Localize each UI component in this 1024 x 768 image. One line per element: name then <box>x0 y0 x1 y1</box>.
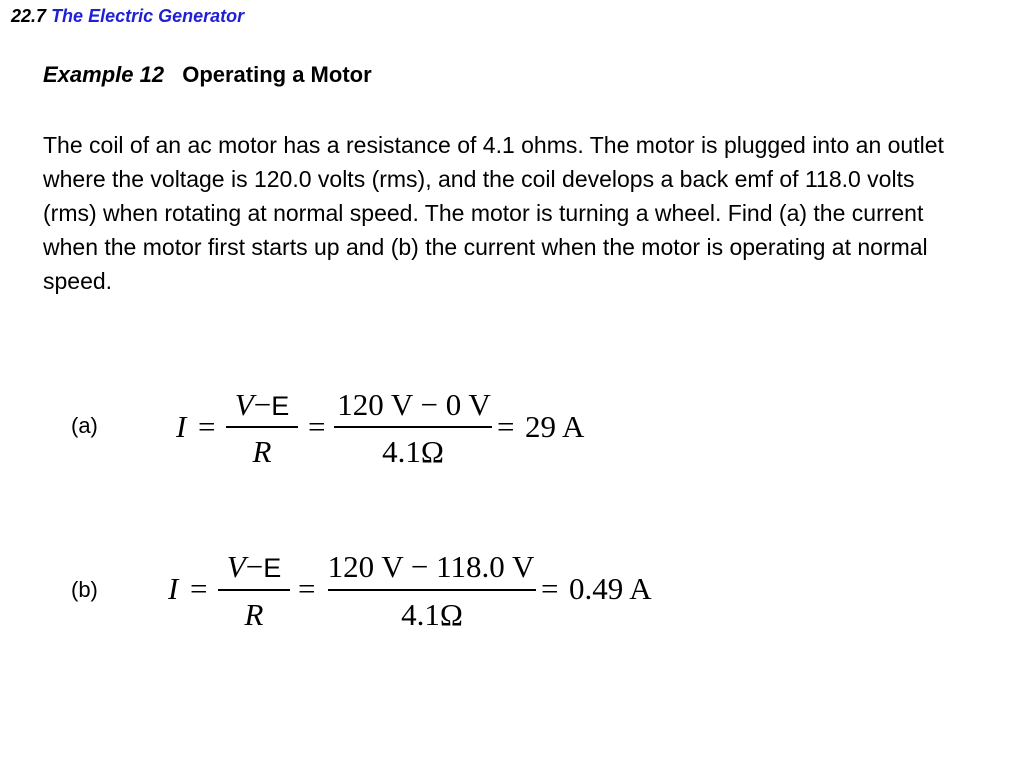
equals-sign: = <box>497 409 515 444</box>
equals-sign: = <box>198 409 216 444</box>
emf-symbol: E <box>263 553 282 583</box>
voltage-symbol: V <box>234 387 254 422</box>
example-label: Example 12 <box>43 62 165 87</box>
section-title: The Electric Generator <box>51 6 245 26</box>
fraction-bar <box>334 426 492 428</box>
numeric-denominator: 4.1Ω <box>382 434 444 469</box>
section-header <box>11 6 244 27</box>
numeric-numerator: 120 V − 0 V <box>337 387 491 422</box>
numeric-denominator: 4.1Ω <box>401 597 463 632</box>
minus-sign: − <box>245 549 264 584</box>
emf-symbol: E <box>271 391 290 421</box>
equals-sign: = <box>308 409 326 444</box>
resistance-symbol: R <box>244 597 264 632</box>
part-b-label: (b) <box>71 577 98 602</box>
fraction-bar <box>218 589 290 591</box>
symbolic-numerator <box>218 549 290 585</box>
numeric-numerator: 120 V − 118.0 V <box>327 549 535 584</box>
symbolic-numerator <box>226 387 298 423</box>
result-value: 0.49 A <box>569 571 652 606</box>
equals-sign: = <box>541 571 559 606</box>
fraction-bar <box>328 589 536 591</box>
current-symbol: I <box>176 409 187 444</box>
section-number: 22.7 <box>11 6 47 26</box>
example-heading <box>43 62 372 88</box>
current-symbol: I <box>168 571 179 606</box>
voltage-symbol: V <box>226 549 246 584</box>
result-value: 29 A <box>525 409 585 444</box>
resistance-symbol: R <box>252 434 272 469</box>
minus-sign: − <box>253 387 272 422</box>
equals-sign: = <box>190 571 208 606</box>
example-title: Operating a Motor <box>182 62 372 87</box>
part-a-label: (a) <box>71 413 98 438</box>
equals-sign: = <box>298 571 316 606</box>
fraction-bar <box>226 426 298 428</box>
problem-statement: The coil of an ac motor has a resistance of 4.1 ohms. The motor is plugged into an outlet where the voltage is 120.0 volts (rms), and the coil develops a back emf of 118.0 volts (rms) when rotating at normal speed. The motor is turning a wheel. Find (a) the current when the motor first starts up and (b) the current when the motor is operating at normal speed. <box>43 132 944 294</box>
